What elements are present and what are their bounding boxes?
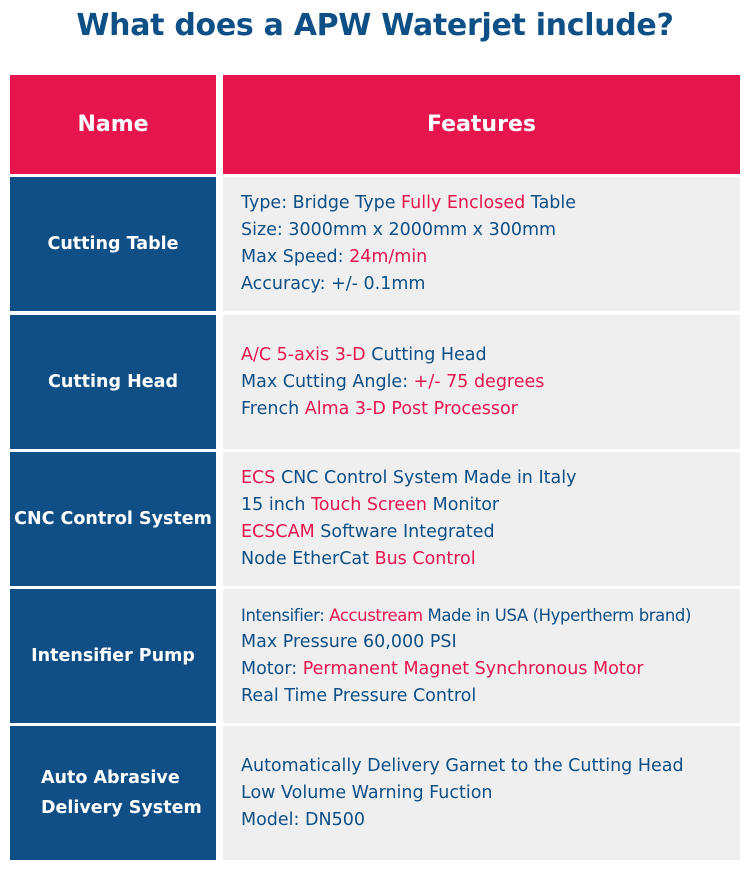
feature-line [241, 190, 740, 217]
row-features [223, 177, 740, 311]
feature-text: Type: Bridge Type [241, 193, 402, 213]
feature-text: Made in USA (Hypertherm brand) [422, 606, 692, 625]
feature-text: Real Time Pressure Control [241, 686, 477, 706]
feature-text: CNC Control System Made in Italy [275, 468, 577, 488]
row-name: Intensifier Pump [10, 589, 216, 723]
feature-highlight: 24m/min [349, 247, 428, 267]
feature-text: Low Volume Warning Fuction [241, 782, 493, 803]
feature-highlight: A/C 5-axis 3-D [241, 344, 366, 365]
feature-highlight: +/- 75 degrees [413, 371, 545, 392]
feature-highlight: Alma 3-D Post Processor [304, 398, 518, 419]
feature-text: Max Cutting Angle: [241, 371, 414, 392]
feature-line [241, 519, 740, 546]
feature-line [241, 629, 740, 656]
feature-highlight: ECS [241, 468, 276, 488]
header-features: Features [223, 75, 740, 174]
feature-line [241, 546, 740, 573]
feature-highlight: ECSCAM [241, 522, 315, 542]
feature-line [241, 683, 740, 710]
feature-text: Table [525, 193, 577, 213]
row-features [223, 589, 740, 723]
row-name: Auto Abrasive Delivery System [10, 726, 216, 860]
feature-line [241, 780, 740, 807]
feature-highlight: Accustream [329, 606, 423, 625]
table-row-intensifier-pump [0, 589, 750, 723]
feature-line [241, 369, 740, 396]
feature-text: Size: 3000mm x 2000mm x 300mm [241, 220, 557, 240]
row-name: CNC Control System [10, 452, 216, 586]
feature-text: Accuracy: +/- 0.1mm [241, 274, 426, 294]
feature-highlight: Fully Enclosed [401, 193, 526, 213]
feature-text: Cutting Head [365, 344, 487, 365]
row-features [223, 315, 740, 449]
table-row-cutting-head [0, 315, 750, 449]
page-title: What does a APW Waterjet include? [76, 8, 674, 43]
row-features [223, 726, 740, 860]
feature-text: Software Integrated [314, 522, 495, 542]
row-name: Cutting Head [10, 315, 216, 449]
feature-highlight: Touch Screen [311, 495, 428, 515]
feature-text: Model: DN500 [241, 809, 365, 830]
feature-highlight: Bus Control [374, 549, 476, 569]
row-name: Cutting Table [10, 177, 216, 311]
feature-line [241, 656, 740, 683]
feature-text: Monitor [427, 495, 500, 515]
feature-line [241, 244, 740, 271]
feature-line [241, 492, 740, 519]
feature-text: Automatically Delivery Garnet to the Cutting Head [241, 755, 684, 776]
table-row-cnc-control-system [0, 452, 750, 586]
feature-text: Node EtherCat [241, 549, 375, 569]
feature-text: Intensifier: [241, 606, 330, 625]
feature-line [241, 602, 740, 629]
header-name: Name [10, 75, 216, 174]
feature-text: French [241, 398, 305, 419]
feature-line [241, 807, 740, 834]
feature-text: Max Speed: [241, 247, 350, 267]
feature-line [241, 271, 740, 298]
feature-text: Motor: [241, 659, 303, 679]
feature-line [241, 217, 740, 244]
table-row-cutting-table [0, 177, 750, 311]
row-features [223, 452, 740, 586]
feature-line [241, 753, 740, 780]
table-row-auto-abrasive-delivery-system [0, 726, 750, 860]
feature-line [241, 396, 740, 423]
feature-text: Max Pressure 60,000 PSI [241, 632, 457, 652]
feature-highlight: Permanent Magnet Synchronous Motor [302, 659, 644, 679]
feature-text: 15 inch [241, 495, 312, 515]
feature-line [241, 465, 740, 492]
feature-line [241, 342, 740, 369]
